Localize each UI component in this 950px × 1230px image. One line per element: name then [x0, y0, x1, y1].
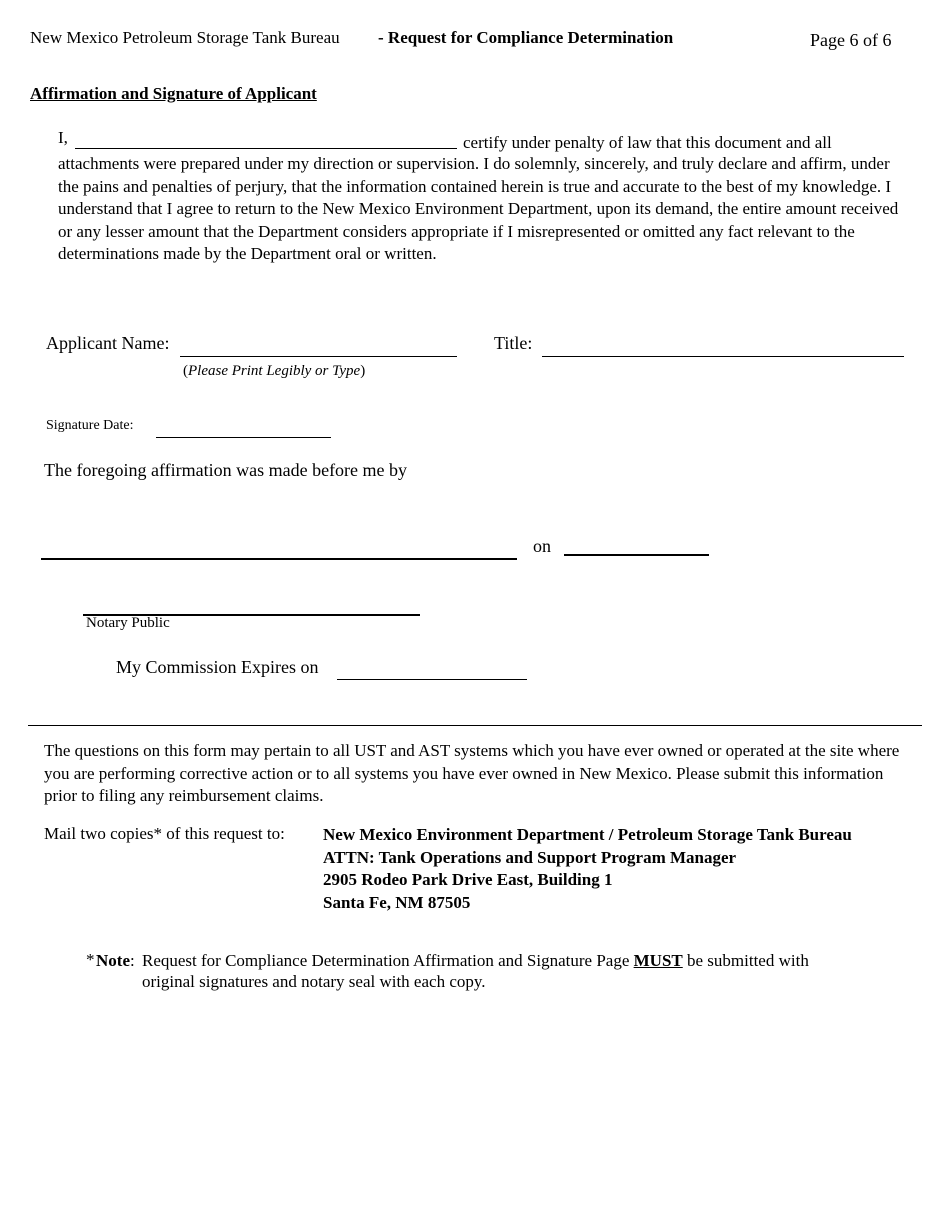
affirmation-text: attachments were prepared under my direction or supervision. I do solemnly, sincerely, and truly declare and affirm, under the pains and penalties of perjury, that the information contained herein is true and accurate to the best of my knowledge. I understand that I agree to return to the New Mexico Environment Department, upon its demand, the entire amount received or any lesser amount that the Department considers appropriate if I misrepresented or omitted any fact relevant to the determinations made by the Department oral or written.	[58, 154, 899, 263]
title-label: Title:	[494, 333, 533, 353]
note-second-line: original signatures and notary seal with each copy.	[142, 972, 486, 991]
print-hint-text: Please Print Legibly or Type	[188, 363, 361, 379]
note-text-before: Request for Compliance Determination Affirmation and Signature Page	[142, 951, 634, 970]
signature-date-label: Signature Date:	[46, 418, 134, 433]
affirmation-first-line: certify under penalty of law that this document and all	[463, 133, 832, 152]
address-line: 2905 Rodeo Park Drive East, Building 1	[323, 870, 613, 890]
note-text	[96, 950, 902, 973]
notary-public-label: Notary Public	[86, 615, 170, 631]
foregoing-statement: The foregoing affirmation was made before me by	[44, 460, 408, 480]
applicant-name-label: Applicant Name:	[46, 333, 170, 353]
commission-expiry-field[interactable]	[337, 660, 527, 680]
note-asterisk: *	[86, 950, 95, 969]
affirmed-by-field[interactable]	[41, 540, 517, 560]
affirmant-name-field[interactable]	[75, 131, 457, 149]
note-colon: :	[129, 951, 135, 970]
affirmation-prefix: I,	[58, 128, 68, 147]
section-heading: Affirmation and Signature of Applicant	[30, 84, 317, 103]
title-field[interactable]	[542, 336, 904, 357]
note-text-after: be submitted with	[682, 951, 809, 970]
signature-date-field[interactable]	[156, 420, 331, 438]
section-divider	[28, 725, 922, 726]
print-hint: (Please Print Legibly or Type)	[183, 363, 366, 379]
note-must: MUST	[633, 951, 683, 970]
questions-notice: The questions on this form may pertain to all UST and AST systems which you have ever owned or operated at the site where you are performing corrective action or to all systems you have ever owned in New Mexico. Please submit this information prior to filing any reimbursement claims.	[44, 741, 900, 805]
on-label: on	[533, 536, 551, 556]
address-line: New Mexico Environment Department / Petroleum Storage Tank Bureau	[323, 825, 852, 844]
note-label: Note	[96, 951, 130, 970]
header-form-title: - Request for Compliance Determination	[378, 28, 674, 47]
notary-signature-field[interactable]	[83, 598, 420, 616]
page-number: Page 6 of 6	[810, 30, 892, 50]
header-agency: New Mexico Petroleum Storage Tank Bureau	[30, 28, 340, 47]
address-line: Santa Fe, NM 87505	[323, 892, 471, 912]
mailing-address	[323, 824, 852, 914]
mail-instruction-label: Mail two copies* of this request to:	[44, 824, 285, 843]
address-line: ATTN: Tank Operations and Support Program Manager	[323, 847, 737, 867]
commission-expires-label: My Commission Expires on	[116, 657, 319, 677]
affirmation-date-field[interactable]	[564, 538, 709, 556]
applicant-name-field[interactable]	[180, 336, 457, 357]
